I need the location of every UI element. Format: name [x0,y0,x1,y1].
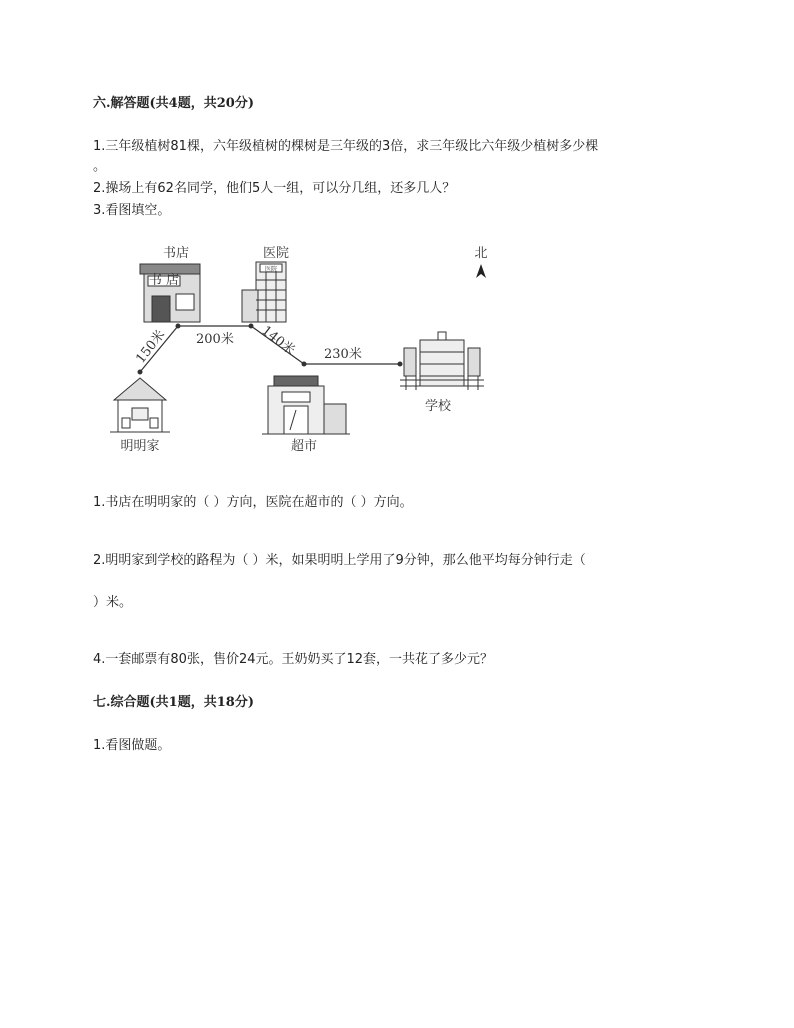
bookstore-illustration [140,264,200,322]
home-illustration [110,378,170,432]
hospital-illustration [242,262,286,322]
question-3: 3.看图填空。 [93,203,171,218]
section7-question-1: 1.看图做题。 [93,738,171,753]
distance-230: 230米 [324,347,362,362]
distance-200: 200米 [196,332,234,347]
question-1-line2: 。 [93,159,107,174]
supermarket-label: 超市 [290,439,318,454]
north-label: 北 [474,246,488,261]
distance-150: 150米 [133,327,169,367]
home-label: 明明家 [120,439,160,454]
question-3-sub2-line2: ）米。 [93,595,133,610]
route-map [104,240,504,462]
hospital-sign: 医院 [264,266,278,273]
bookstore-label: 书店 [162,246,190,261]
north-arrow-icon [476,264,486,278]
question-2: 2.操场上有62名同学，他们5人一组，可以分几组，还多几人？ [93,181,456,196]
bookstore-sign: 书 店 [148,273,180,288]
question-3-sub2-line1: 2.明明家到学校的路程为（ ）米，如果明明上学用了9分钟，那么他平均每分钟行走（ [93,553,586,568]
question-4: 4.一套邮票有80张，售价24元。王奶奶买了12套，一共花了多少元？ [93,652,494,667]
school-label: 学校 [424,399,452,414]
section7-heading: 七.综合题(共1题，共18分) [93,695,254,710]
section6-heading: 六.解答题(共4题，共20分) [93,96,254,111]
hospital-label: 医院 [262,246,290,261]
supermarket-illustration [262,376,350,434]
question-1-line1: 1.三年级植树81棵，六年级植树的棵树是三年级的3倍，求三年级比六年级少植树多少棵 [93,139,599,154]
question-3-sub1: 1.书店在明明家的（ ）方向，医院在超市的（ ）方向。 [93,495,413,510]
school-illustration [400,332,484,390]
distance-140: 140米 [258,323,298,359]
